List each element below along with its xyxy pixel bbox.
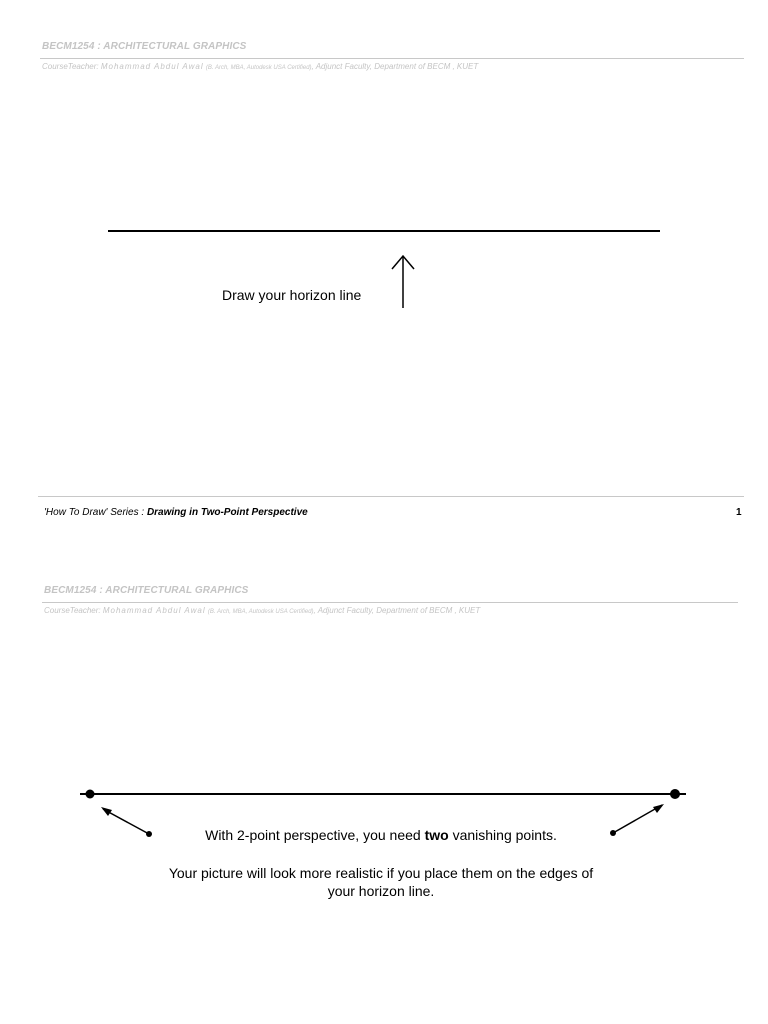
teacher-credentials: (B. Arch, MBA, Autodesk USA Certified): [207, 609, 314, 615]
teacher-prefix: CourseTeacher:: [44, 606, 103, 615]
left-vanishing-point: [86, 790, 95, 799]
footer-series: 'How To Draw' Series :: [44, 507, 147, 518]
teacher-affiliation: , Adjunct Faculty, Department of BECM , KUET: [311, 62, 479, 71]
teacher-name: Mohammad Abdul Awal: [100, 62, 204, 71]
realism-tip-caption: Your picture will look more realistic if you place them on the edges of your horizon line.: [168, 865, 594, 899]
right-pointer-arrowhead: [653, 804, 664, 813]
horizon-line-label: Draw your horizon line: [222, 287, 362, 303]
course-code-heading: BECM1254 : ARCHITECTURAL GRAPHICS: [42, 41, 247, 52]
teacher-affiliation: , Adjunct Faculty, Department of BECM , KUET: [313, 606, 481, 615]
page-number: 1: [736, 507, 742, 518]
teacher-name: Mohammad Abdul Awal: [102, 606, 206, 615]
caption-bold-word: two: [424, 827, 449, 843]
course-code-heading: BECM1254 : ARCHITECTURAL GRAPHICS: [44, 585, 249, 596]
footer-rule: [38, 496, 744, 497]
footer-series-title: [44, 507, 308, 518]
teacher-prefix: CourseTeacher:: [42, 62, 101, 71]
vanishing-points-caption: [160, 826, 602, 844]
page-2: [0, 578, 768, 1024]
right-pointer-dot: [610, 830, 616, 836]
page2-drawing: [0, 578, 768, 1024]
caption-line1-end: vanishing points.: [448, 827, 557, 843]
footer-title: Drawing in Two-Point Perspective: [146, 507, 308, 518]
right-vanishing-point: [670, 789, 680, 799]
left-pointer-arrowhead: [101, 807, 112, 816]
teacher-credentials: (B. Arch, MBA, Autodesk USA Certified): [205, 65, 312, 71]
left-pointer-dot: [146, 831, 152, 837]
caption-line1-start: With 2-point perspective, you need: [205, 827, 425, 843]
